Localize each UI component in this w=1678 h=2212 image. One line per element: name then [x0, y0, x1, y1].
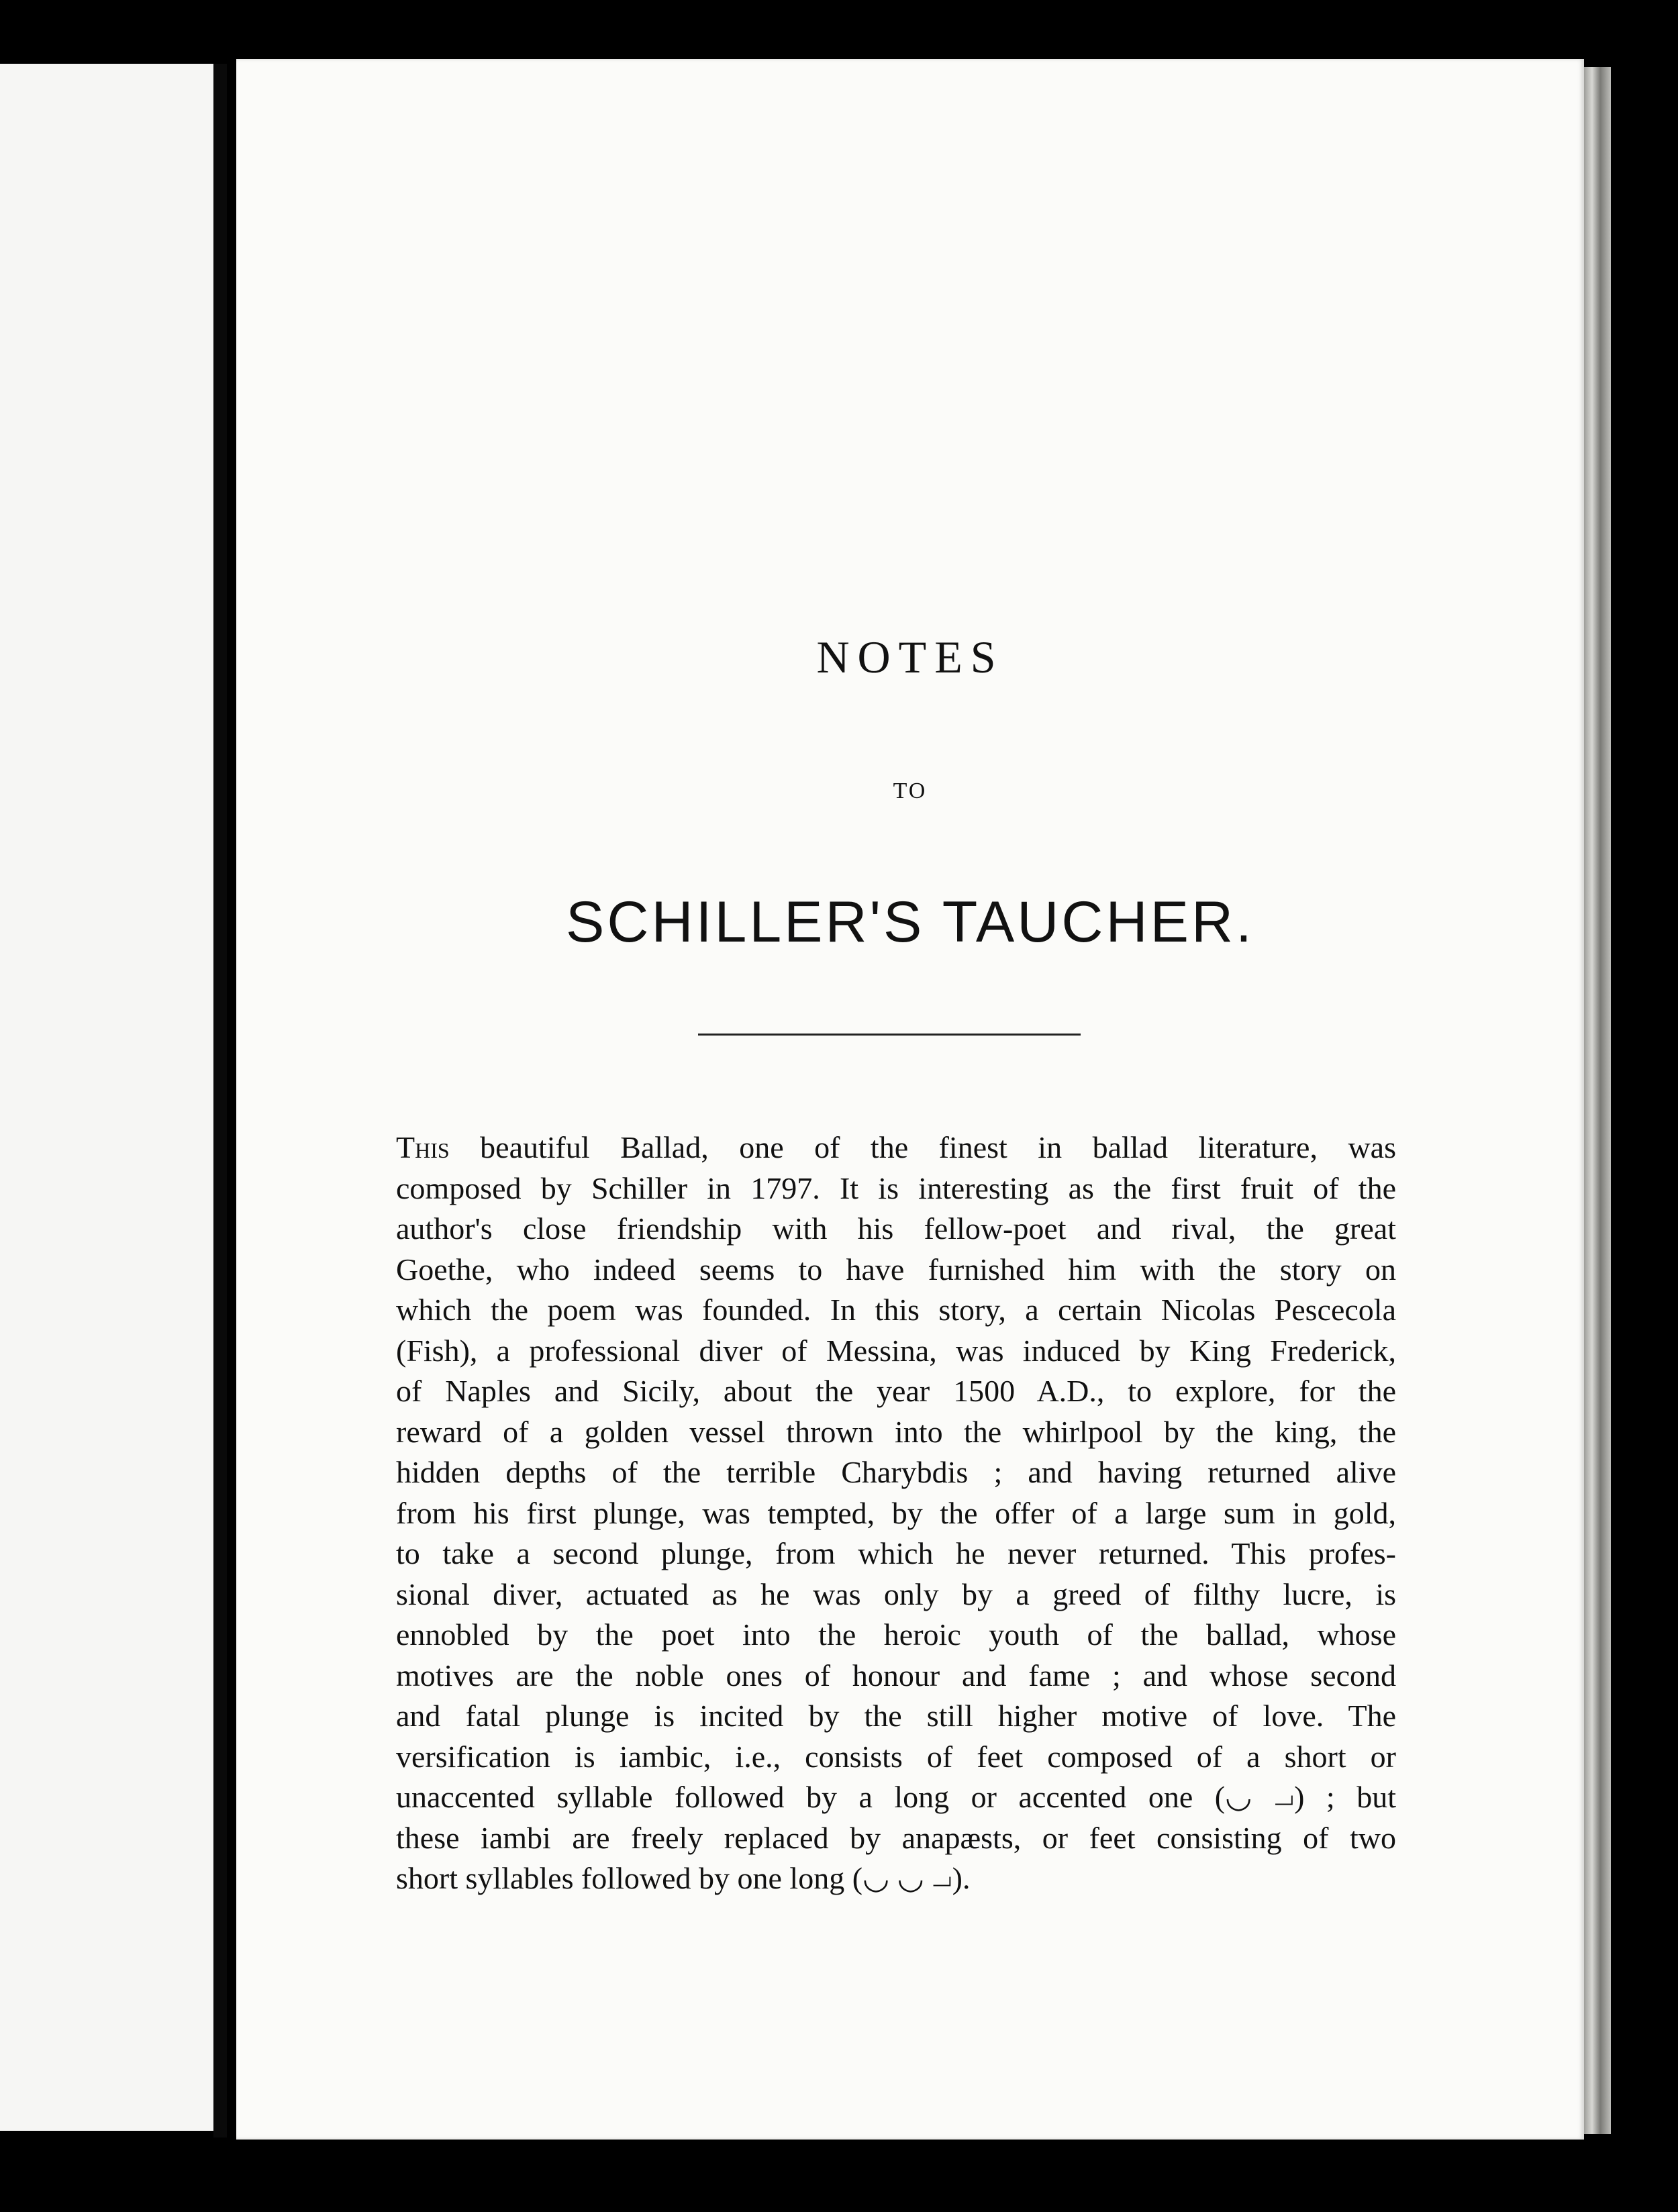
- body-line: (Fish), a professional diver of Messina, was induced by King Frederick,: [396, 1333, 1396, 1368]
- body-line: motives are the noble ones of honour and fame ; and whose second: [396, 1658, 1396, 1693]
- body-line: short syllables followed by one long (◡ ◡ ⏗).: [396, 1861, 971, 1895]
- body-text: [396, 1127, 1396, 1899]
- page-edges: [1584, 67, 1611, 2134]
- page-title: SCHILLER'S TAUCHER.: [566, 890, 1254, 954]
- body-line: and fatal plunge is incited by the still higher motive of love. The: [396, 1699, 1396, 1733]
- body-line: from his first plunge, was tempted, by the offer of a large sum in gold,: [396, 1495, 1396, 1530]
- body-line: which the poem was founded. In this story, a certain Nicolas Pescecola: [396, 1293, 1396, 1327]
- body-line: unaccented syllable followed by a long or accented one (◡ ⏗) ; but: [396, 1780, 1396, 1814]
- body-line-text: beautiful Ballad, one of the finest in ballad literature, was: [449, 1130, 1396, 1164]
- body-line: these iambi are freely replaced by anapæsts, or feet consisting of two: [396, 1820, 1396, 1855]
- facing-page: [0, 64, 213, 2131]
- body-line: composed by Schiller in 1797. It is interesting as the first fruit of the: [396, 1170, 1396, 1205]
- body-line: hidden depths of the terrible Charybdis ; and having returned alive: [396, 1455, 1396, 1489]
- book-gutter: [213, 64, 227, 2138]
- body-line: versification is iambic, i.e., consists of feet composed of a short or: [396, 1739, 1396, 1774]
- body-line: reward of a golden vessel thrown into the whirlpool by the king, the: [396, 1414, 1396, 1449]
- heading: NOTES: [816, 632, 1004, 683]
- body-line: Goethe, who indeed seems to have furnished him with the story on: [396, 1252, 1396, 1287]
- body-line: author's close friendship with his fellow-poet and rival, the great: [396, 1211, 1396, 1246]
- body-line: sional diver, actuated as he was only by a greed of filthy lucre, is: [396, 1576, 1396, 1611]
- body-line: [396, 1127, 1396, 1168]
- connector: TO: [893, 778, 928, 803]
- title-rule: [698, 1034, 1081, 1036]
- opening-word: This: [396, 1130, 450, 1164]
- body-line: to take a second plunge, from which he never returned. This profes-: [396, 1536, 1396, 1570]
- body-line: of Naples and Sicily, about the year 1500 A.D., to explore, for the: [396, 1374, 1396, 1408]
- body-line: ennobled by the poet into the heroic youth of the ballad, whose: [396, 1617, 1396, 1652]
